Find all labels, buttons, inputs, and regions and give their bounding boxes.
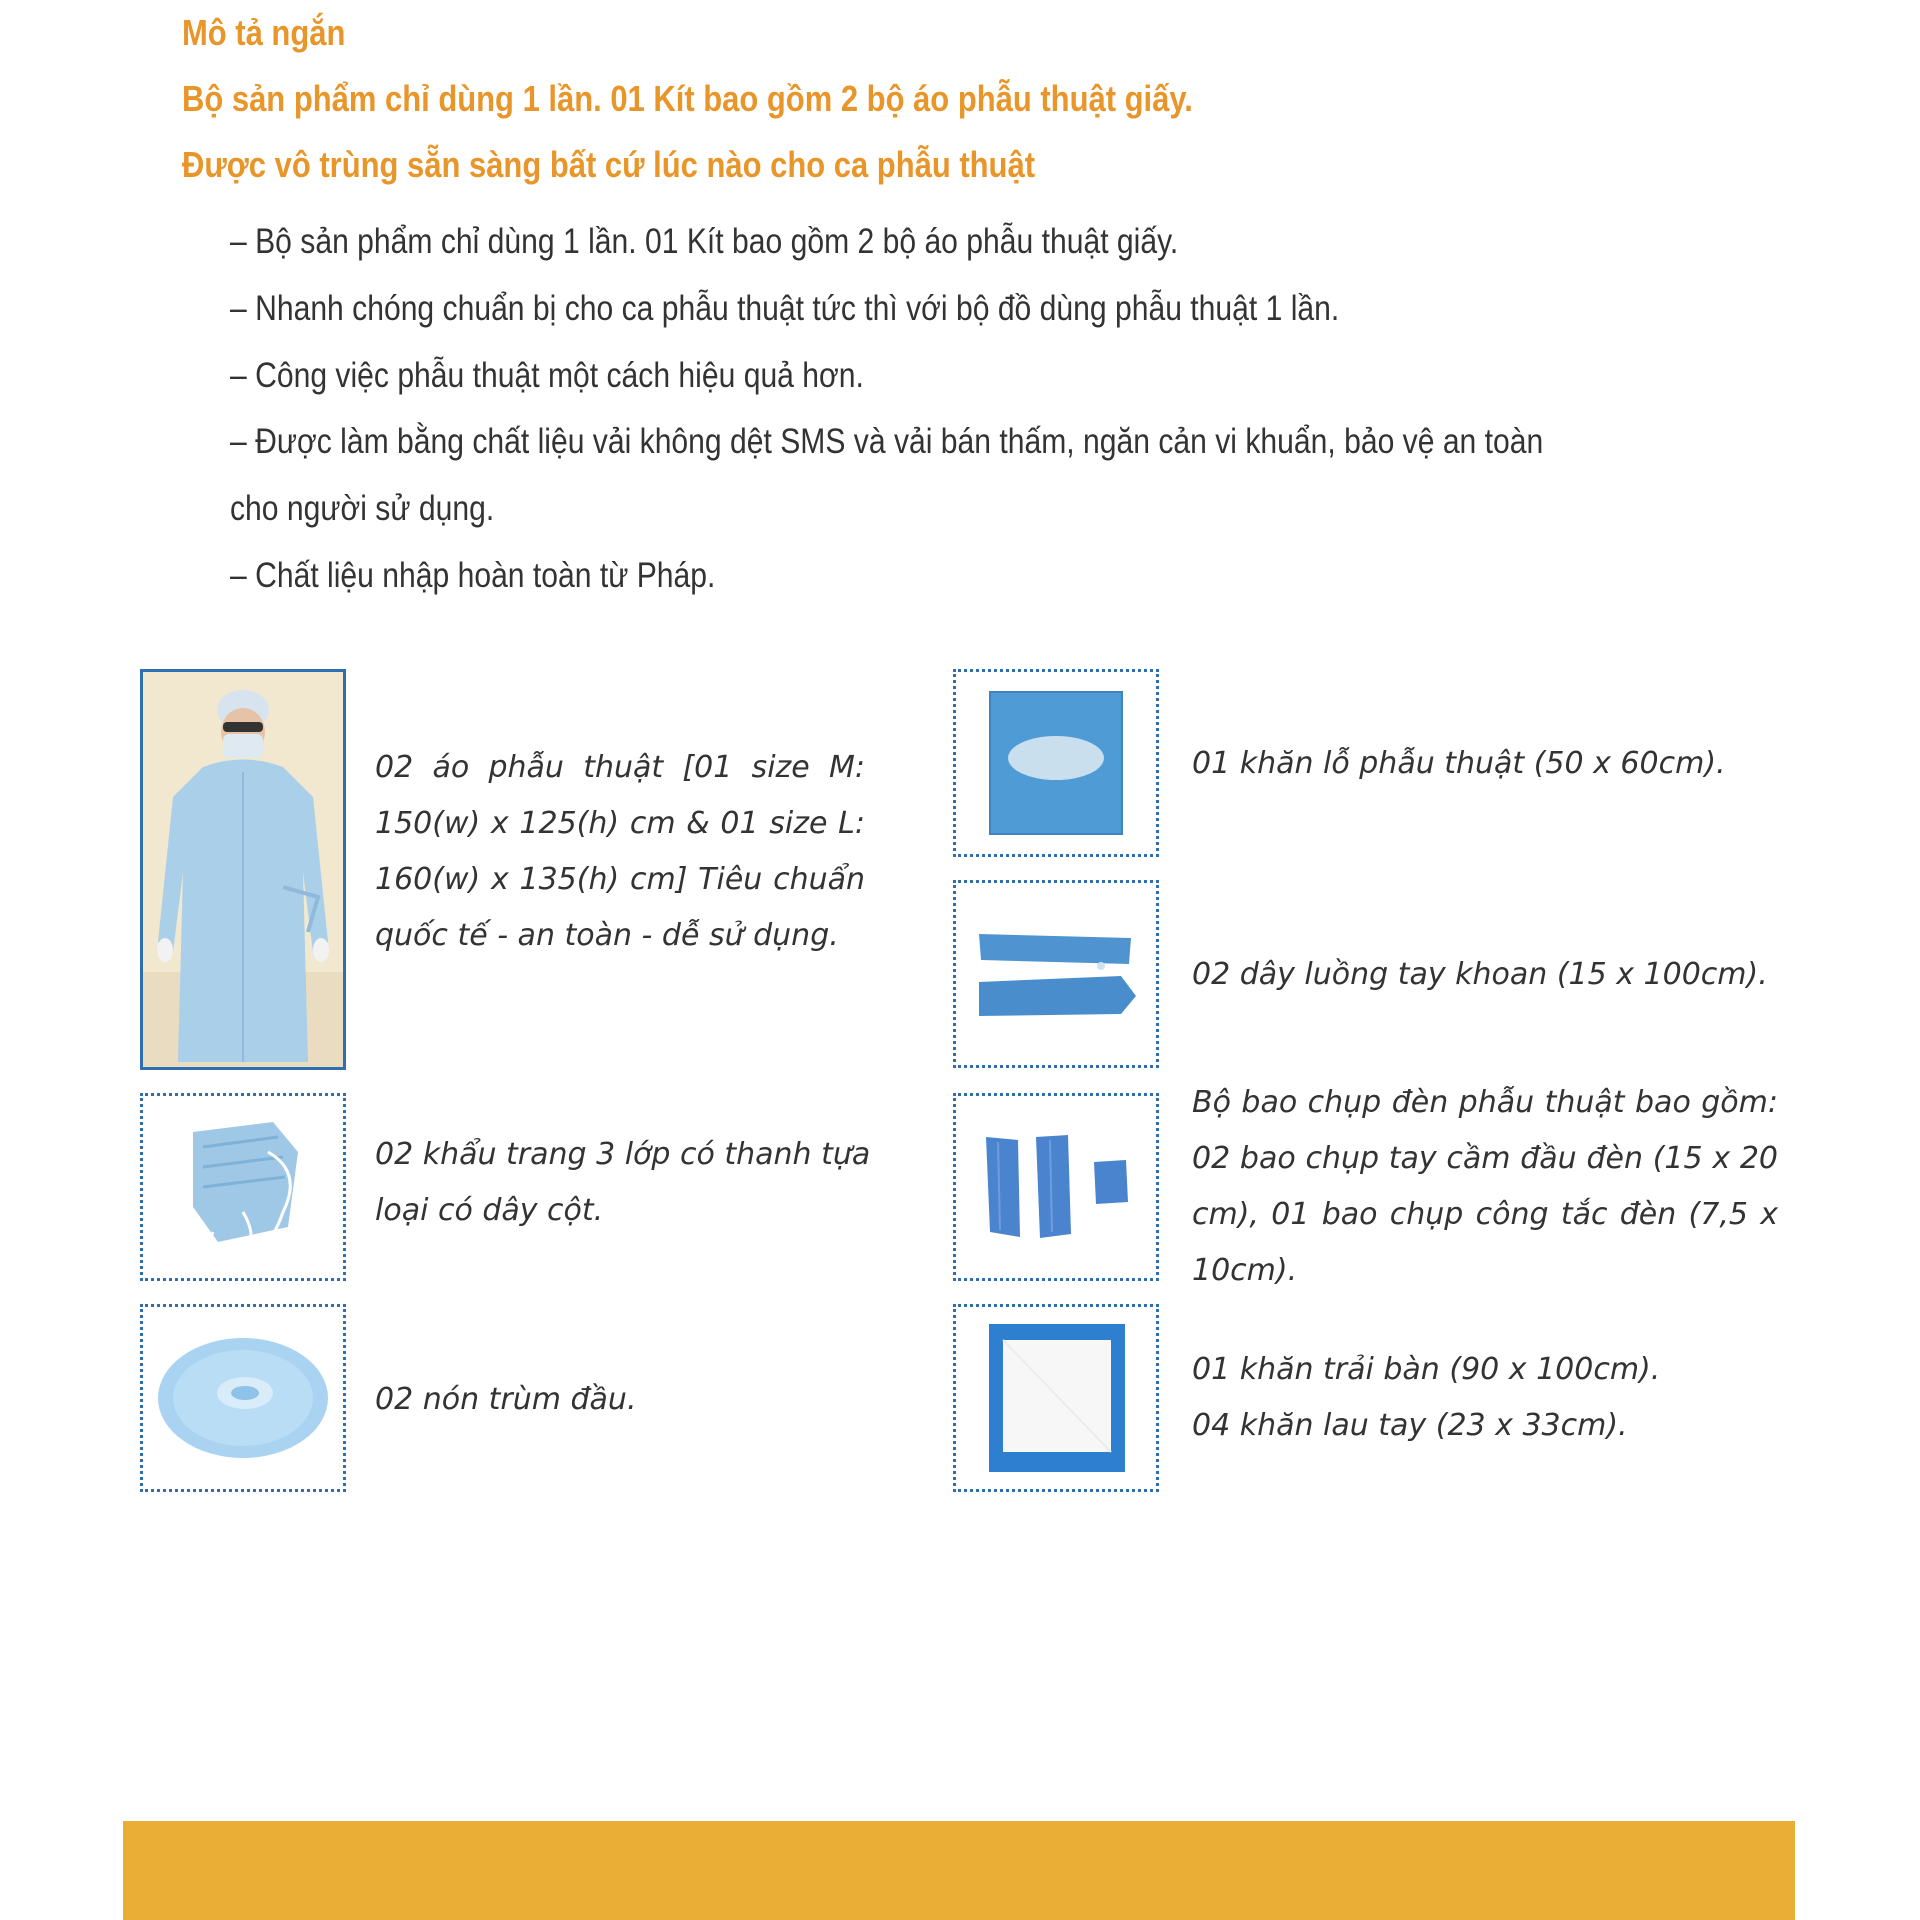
gown-description: 02 áo phẫu thuật [01 size M: 150(w) x 125(h) cm & 01 size L: 160(w) x 135(h) cm] Tiêu chuẩn quốc tế - an toàn - dễ sử dụng.: [375, 750, 865, 953]
bullet-5: – Chất liệu nhập hoàn toàn từ Pháp.: [230, 556, 716, 595]
bullet-4: – Được làm bằng chất liệu vải không dệt SMS và vải bán thấm, ngăn cản vi khuẩn, bảo vệ an toàn: [230, 422, 1544, 461]
section-title: Mô tả ngắn: [182, 12, 346, 53]
table-cover-line: 01 khăn trải bàn (90 x 100cm).: [1192, 1352, 1661, 1387]
footer-bar: [123, 1821, 1795, 1920]
gown-photo-frame: [140, 669, 346, 1070]
strap-photo-icon: [971, 924, 1141, 1024]
mask-photo-icon: [173, 1112, 313, 1262]
table-cover-photo-icon: [981, 1318, 1131, 1478]
drape-photo-frame: [953, 669, 1159, 857]
lamp-cover-photo-icon: [976, 1132, 1136, 1242]
bullet-3: – Công việc phẫu thuật một cách hiệu quả hơn.: [230, 356, 864, 395]
mask-photo-frame: [140, 1093, 346, 1281]
drape-description: 01 khăn lỗ phẫu thuật (50 x 60cm).: [1192, 746, 1726, 781]
cap-photo-icon: [153, 1333, 333, 1463]
bullet-2: – Nhanh chóng chuẩn bị cho ca phẫu thuật tức thì với bộ đồ dùng phẫu thuật 1 lần.: [230, 289, 1340, 328]
cap-description: 02 nón trùm đầu.: [375, 1382, 637, 1417]
strap-description: 02 dây luồng tay khoan (15 x 100cm).: [1192, 957, 1768, 992]
hand-towel-line: 04 khăn lau tay (23 x 33cm).: [1192, 1408, 1628, 1443]
bullet-1: – Bộ sản phẩm chỉ dùng 1 lần. 01 Kít bao gồm 2 bộ áo phẫu thuật giấy.: [230, 222, 1179, 261]
lamp-cover-description: Bộ bao chụp đèn phẫu thuật bao gồm: 02 bao chụp tay cầm đầu đèn (15 x 20 cm), 01 bao chụp công tắc đèn (7,5 x 10cm).: [1192, 1085, 1778, 1288]
strap-photo-frame: [953, 880, 1159, 1068]
lamp-cover-photo-frame: [953, 1093, 1159, 1281]
table-cover-photo-frame: [953, 1304, 1159, 1492]
drape-photo-icon: [986, 688, 1126, 838]
surgeon-gown-photo-icon: [143, 672, 343, 1067]
summary-line-1: Bộ sản phẩm chỉ dùng 1 lần. 01 Kít bao gồm 2 bộ áo phẫu thuật giấy.: [182, 78, 1193, 119]
bullet-4-continued: cho người sử dụng.: [230, 489, 495, 528]
summary-line-2: Được vô trùng sẵn sàng bất cứ lúc nào cho ca phẫu thuật: [182, 144, 1036, 185]
mask-description: 02 khẩu trang 3 lớp có thanh tựa loại có dây cột.: [375, 1137, 871, 1228]
cap-photo-frame: [140, 1304, 346, 1492]
table-cover-description: [1192, 1342, 1792, 1454]
